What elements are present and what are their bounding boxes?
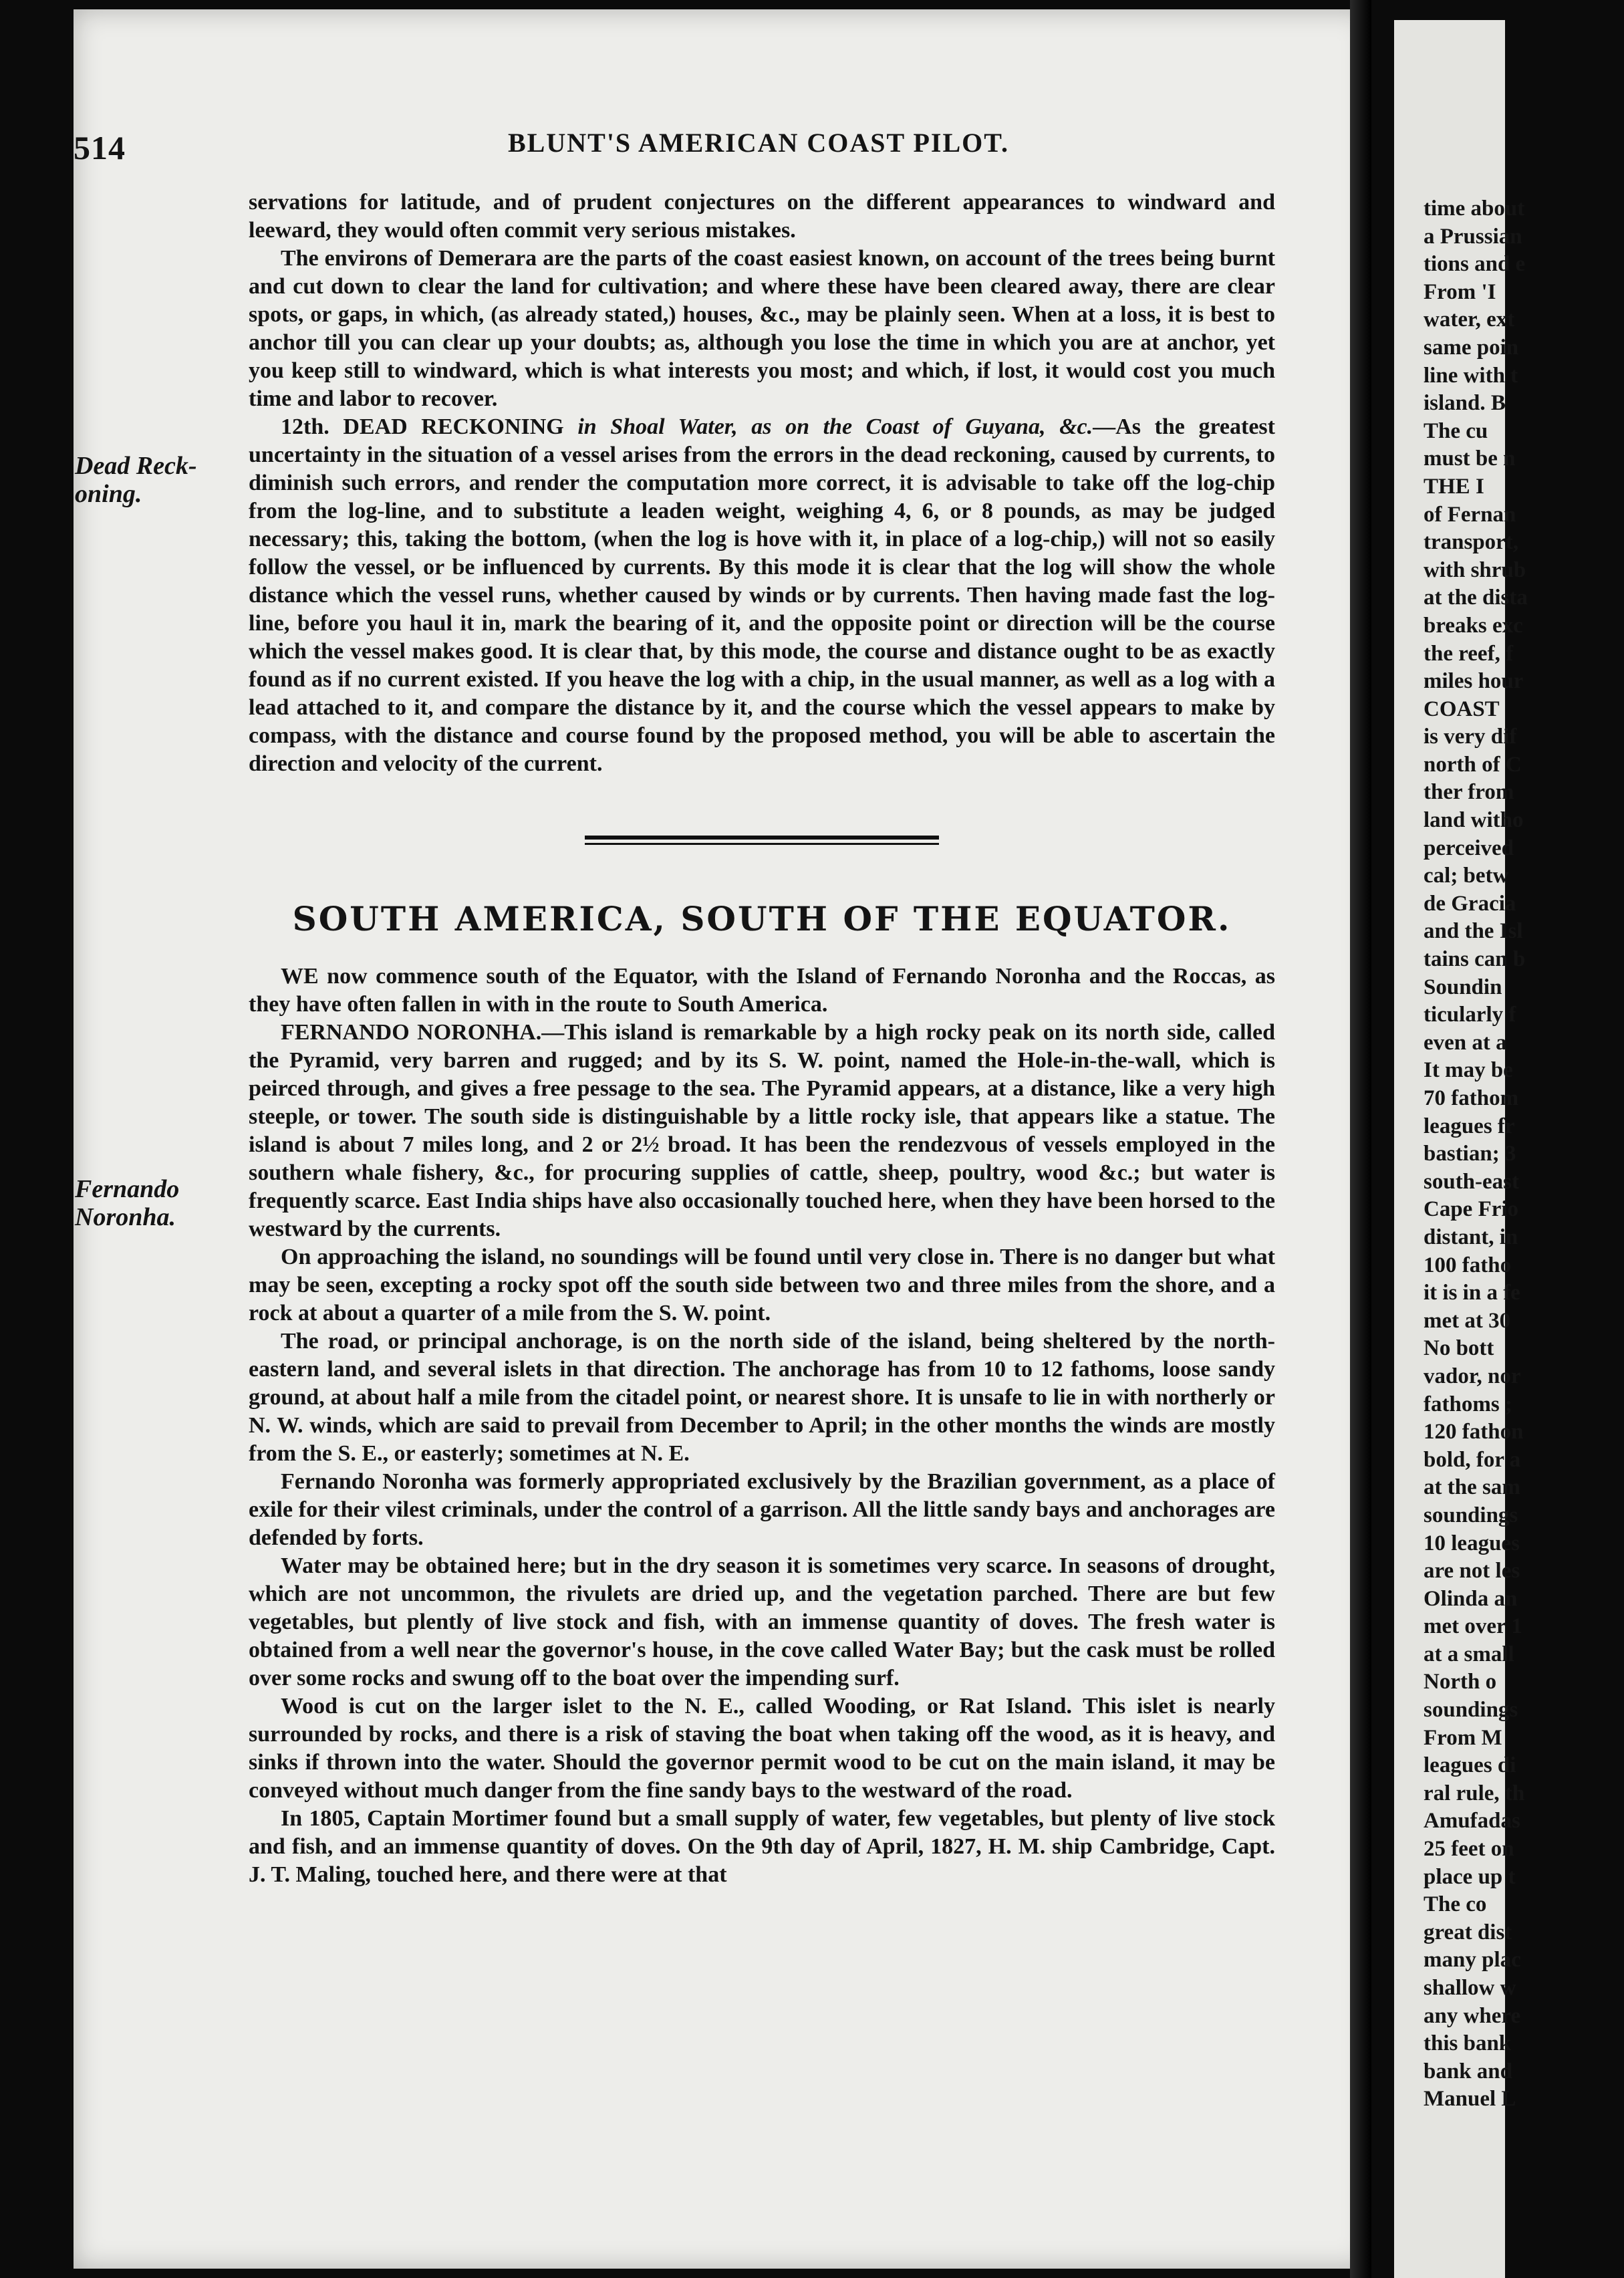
facing-page-line: fathoms ; [1424,1392,1512,1416]
facing-page-line: Amufadas [1424,1809,1520,1833]
facing-page-line: met at 30 [1424,1308,1511,1333]
facing-page-line: breaks exc [1424,613,1523,638]
section-heading: SOUTH AMERICA, SOUTH OF THE EQUATOR. [292,899,1232,938]
facing-page-line: vador, nor [1424,1364,1521,1388]
side-note-text: Fernando Noronha. [75,1175,180,1231]
facing-page-line: is very dif [1424,725,1517,749]
facing-page-line: shallow w [1424,1976,1516,2000]
facing-page-line: at the sam [1424,1475,1520,1500]
facing-page-line: The co [1424,1892,1487,1917]
facing-page-line: with shrub [1424,557,1526,582]
facing-page-line: the reef, f [1424,641,1514,666]
facing-page-line: cal; betw [1424,864,1509,888]
side-note-fernando-noronha [75,1175,179,1231]
facing-page-line: place up t [1424,1864,1516,1889]
facing-page-line: de Gracia [1424,891,1516,916]
paragraph-italic: in Shoal Water, as on the Coast of Guyana, &c. [563,414,1093,439]
facing-page-line: met over 1 [1424,1614,1522,1639]
facing-page-line: of Fernan [1424,502,1516,527]
facing-page-line: water, ext [1424,307,1515,332]
facing-page-line: land witho [1424,808,1524,833]
paragraph: The environs of Demerara are the parts of the coast easiest known, on account of the trees being burnt and cut down to clear the land for cultivation; and where these have been cleared away, there are clear spots, or gaps, in which, (as already stated,) houses, &c., may be plainly seen. When at a loss, it is best to anchor till you can clear up your doubts; as, although you lose the time in which you are at anchor, yet you keep still to windward, which is what interests you most; and which, if lost, it would cost you much time and labor to recover. [249,246,1275,411]
facing-page-line: tions and e [1424,252,1526,277]
facing-page-line: must be n [1424,447,1516,471]
facing-page-line: Manuel L [1424,2087,1516,2112]
facing-page-line: even at a [1424,1030,1507,1055]
facing-page-line: north of C [1424,752,1522,777]
facing-page-line: bank and [1424,2059,1513,2083]
facing-page-line: south-east [1424,1169,1520,1194]
facing-page-line: 10 leagues [1424,1531,1520,1555]
paragraph: servations for latitude, and of prudent conjectures on the different appearances to windward and leeward, they would often commit very serious mistakes. [249,190,1275,243]
paragraph-dead-reckoning [249,413,1275,778]
facing-page-line: THE I [1424,474,1484,499]
facing-page-line: COAST [1424,697,1500,721]
facing-page-line: North o [1424,1670,1497,1694]
facing-page-line: Olinda an [1424,1586,1518,1611]
facing-page-line: perceived [1424,836,1514,860]
facing-page [1394,20,1528,2278]
paragraph: Water may be obtained here; but in the dry season it is sometimes very scarce. In seasons of drought, which are not uncommon, the rivulets are dried up, and the vegetation parched. There are but few vegetables, but plently of live stock and fish, with an immense quantity of doves. The fresh water is obtained from a well near the governor's house, in the cove called Water Bay; but the cask must be rolled over some rocks and swung off to the boat over the impending surf. [249,1553,1275,1690]
facing-page-text [1424,195,1624,2114]
facing-page-line: ral rule, th [1424,1781,1525,1805]
paragraph-rest: —As the greatest uncertainty in the situation of a vessel arises from the errors in the dead reckoning, caused by currents, to diminish such errors, and render the computation more correct, it is advisable to take off the log-chip from the log-line, and to substitute a leaden weight, weighing 4, 6, or 8 pounds, as may be judged necessary; this, taking the bottom, (when the log is hove with it, in place of a log-chip,) will not so easily follow the vessel, or be influenced by currents. By this mode it is clear that the log will show the whole distance which the vessel runs, whether caused by winds or by currents. Then having made fast the log-line, before you haul it in, mark the bearing of it, and the opposite point or direction will be the course which the vessel makes good. It is clear that, by this mode, the course and distance ought to be as exactly found as if no current existed. If you heave the log with a chip, in the usual manner, as well as a log with a lead attached to it, and compare the distance by it, and the course which the vessel appears to make by compass, with the distance and course found by the proposed method, you will be able to ascertain the direction and velocity of the current. [249,414,1275,776]
main-text [249,188,1275,1889]
facing-page-line: No bott [1424,1336,1494,1361]
facing-page-line: tains can b [1424,947,1526,972]
paragraph: WE now commence south of the Equator, with the Island of Fernando Noronha and the Roccas, as they have often fallen in with in the route to South America. [249,964,1275,1017]
paragraph: Wood is cut on the larger islet to the N. E., called Wooding, or Rat Island. This islet is nearly surrounded by rocks, and there is a risk of staving the boat when taking off the wood, as it is heavy, and sinks if thrown into the water. Should the governor permit wood to be cut on the main island, it may be conveyed without much danger from the fine sandy bays to the westward of the road. [249,1694,1275,1803]
facing-page-line: leagues fr [1424,1114,1515,1138]
facing-page-line: soundings [1424,1698,1518,1723]
facing-page-line: It may be [1424,1058,1513,1083]
facing-page-line: at a small [1424,1642,1514,1666]
facing-page-line: line with t [1424,363,1518,388]
facing-page-line: ther from [1424,780,1514,805]
facing-page-line: soundings [1424,1503,1518,1527]
paragraph-lead: 12th. DEAD RECKONING [281,414,564,439]
paragraph: In 1805, Captain Mortimer found but a small supply of water, few vegetables, but plenty of live stock and fish, and an immense quantity of doves. On the 9th day of April, 1827, H. M. ship Cambridge, Capt. J. T. Maling, touched here, and there were at that [249,1806,1275,1887]
paragraph: Fernando Noronha was formerly appropriated exclusively by the Brazilian government, as a place of exile for their vilest criminals, under the control of a garrison. All the little sandy bays and anchorages are defended by forts. [249,1469,1275,1550]
facing-page-line: it is in a fe [1424,1281,1520,1305]
facing-page-line: bastian; 3 [1424,1142,1516,1166]
facing-page-line: time about [1424,197,1525,221]
side-note-text: Dead Reck- oning. [75,452,197,508]
facing-page-line: 70 fathom [1424,1086,1519,1110]
book-gutter [1350,0,1371,2278]
facing-page-line: island. B [1424,391,1506,416]
facing-page-line: 25 feet on [1424,1837,1514,1862]
facing-page-line: distant, in [1424,1225,1518,1249]
facing-page-line: this bank [1424,2031,1512,2056]
paragraph: The road, or principal anchorage, is on the north side of the island, being sheltered by the north-eastern land, and several islets in that direction. The anchorage has from 10 to 12 fathoms, loose sandy ground, at about half a mile from the citadel point, or nearest shore. It is unsafe to lie in with northerly or N. W. winds, which are said to prevail from December to April; in the other months the winds are mostly from the S. E., or easterly; sometimes at N. E. [249,1329,1275,1466]
facing-page-line: From M [1424,1725,1502,1750]
facing-page-line: and the Isl [1424,919,1523,944]
section-divider [585,836,939,845]
side-note-dead-reckoning [75,452,197,508]
paragraph: On approaching the island, no soundings will be found until very close in. There is no danger but what may be seen, excepting a rocky spot off the south side between two and three miles from the shore, and a rock at about a quarter of a mile from the S. W. point. [249,1245,1275,1325]
paragraph: FERNANDO NORONHA.—This island is remarkable by a high rocky peak on its north side, called the Pyramid, very barren and rugged; and by its S. W. point, named the Hole-in-the-wall, which is peirced through, and gives a free pessage to the sea. The Pyramid appears, at a distance, like a very high steeple, or tower. The south side is distinguishable by a little rocky isle, that appears like a statue. The island is about 7 miles long, and 2 or 2½ broad. It has been the rendezvous of vessels employed in the southern whale fishery, &c., for procuring supplies of cattle, sheep, poultry, wood &c.; but water is frequently scarce. East India ships have also occasionally touched here, when they have been horsed to the westward by the currents. [249,1020,1275,1241]
facing-page-line: great dist [1424,1920,1512,1944]
facing-page-line: 100 fatho [1424,1253,1512,1277]
facing-page-line: same poin [1424,335,1519,360]
facing-page-line: are not les [1424,1559,1520,1584]
facing-page-line: Cape Frio [1424,1197,1519,1222]
facing-page-line: miles hour [1424,669,1524,694]
running-head: BLUNT'S AMERICAN COAST PILOT. [508,128,1009,158]
facing-page-line: a Prussian [1424,224,1522,249]
facing-page-line: 120 fathon [1424,1420,1524,1444]
facing-page-line: The cu [1424,418,1488,443]
facing-page-line: ticularly f [1424,1003,1516,1027]
page-number: 514 [74,129,126,166]
facing-page-line: bold, for a [1424,1447,1521,1472]
facing-page-line: at the dista [1424,586,1528,610]
facing-page-line: any where [1424,2003,1521,2028]
facing-page-line: leagues di [1424,1753,1516,1778]
facing-page-line: many plac [1424,1948,1521,1973]
facing-page-line: transport, [1424,530,1519,555]
facing-page-line: From 'I [1424,279,1496,304]
facing-page-line: Soundin [1424,975,1502,999]
